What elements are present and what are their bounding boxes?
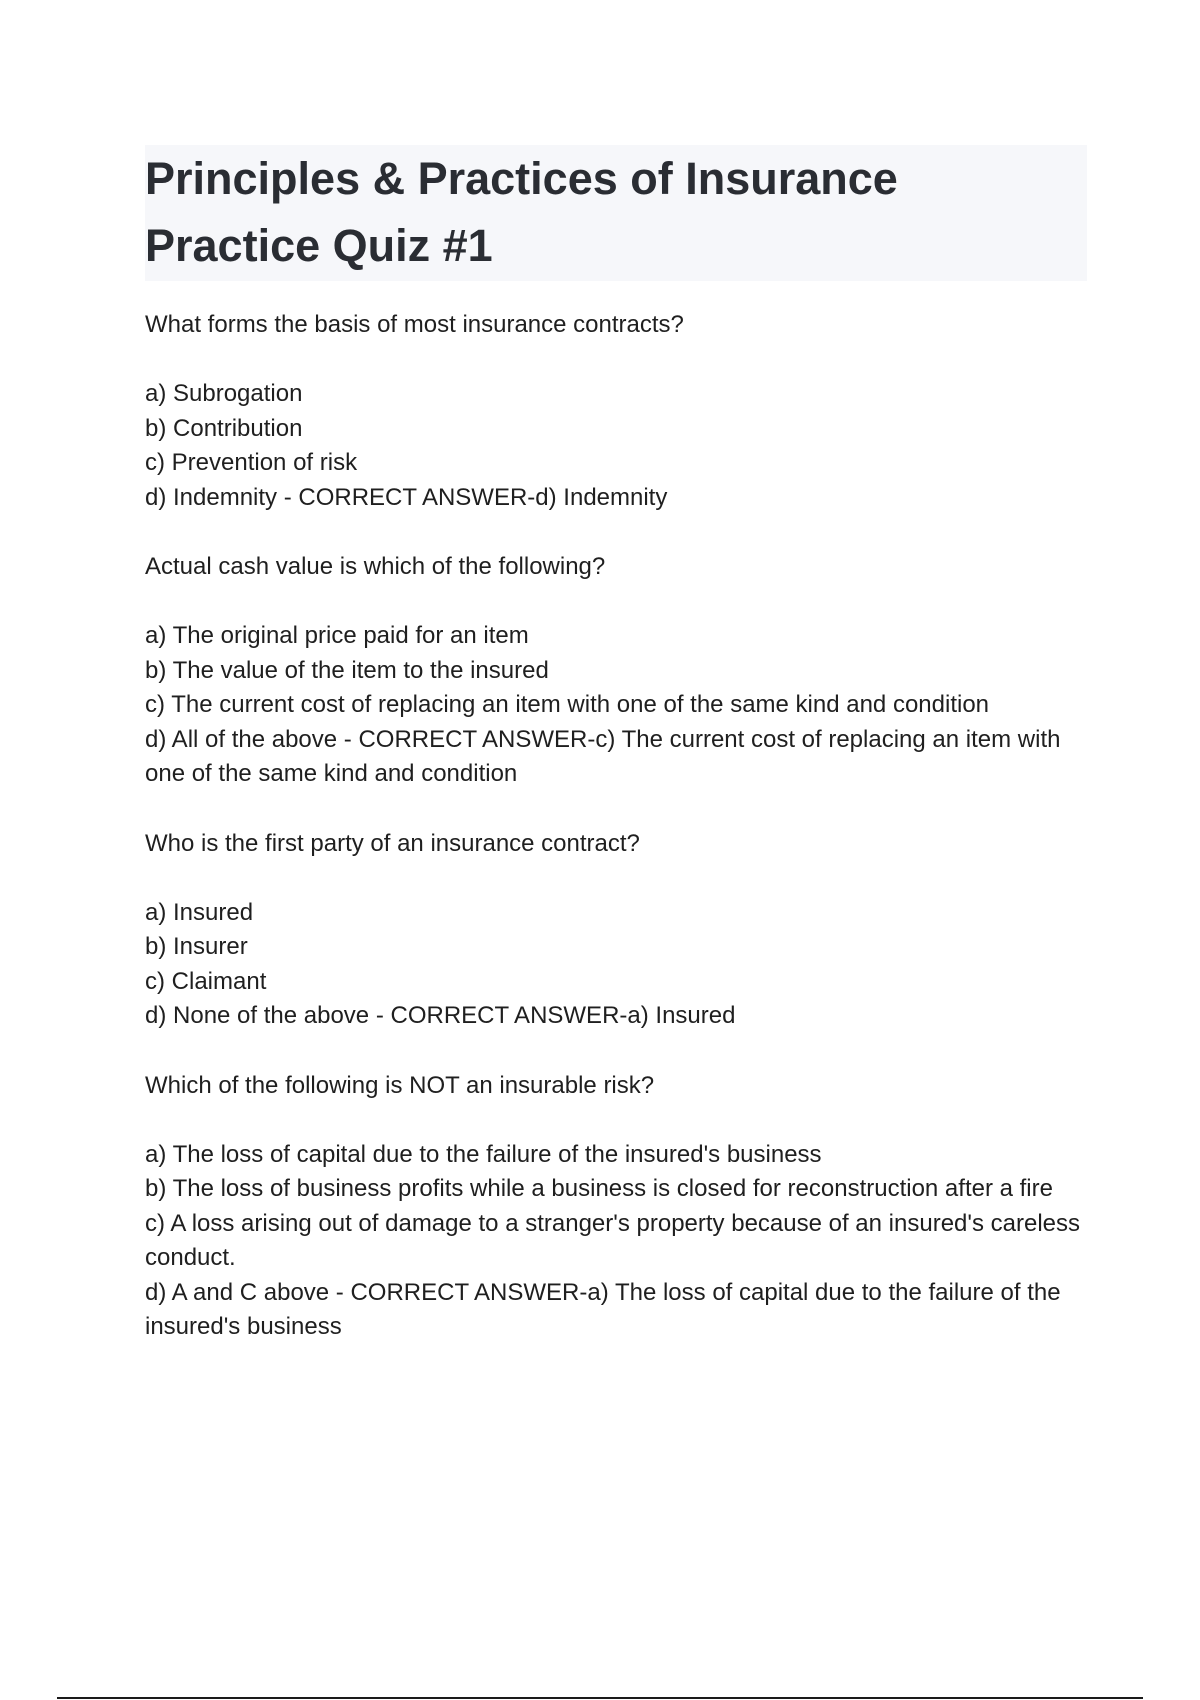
answer-option: c) Claimant [145,967,267,995]
answer-option: a) The original price paid for an item [145,622,529,649]
answer-option: d) All of the above - CORRECT ANSWER-c) The current cost of replacing an item with one of the same kind and condition [145,725,1061,787]
quiz-content [145,308,1085,1380]
question-block-3 [145,827,1085,1034]
question-text: Actual cash value is which of the following? [145,553,606,580]
title-box [145,145,1087,281]
question-block-1 [145,308,1085,515]
question-text: Which of the following is NOT an insurable risk? [145,1071,655,1099]
answer-option: b) The loss of business profits while a business is closed for reconstruction after a fire [145,1175,1053,1202]
answer-option: a) The loss of capital due to the failure of the insured's business [145,1140,822,1168]
answer-options [145,896,1085,1034]
answer-option: c) Prevention of risk [145,449,358,476]
page-title-line-2: Practice Quiz #1 [145,220,493,271]
answer-option: b) Insurer [145,933,248,960]
question-block-4 [145,1069,1085,1345]
answer-options [145,377,1085,515]
question-block-2 [145,550,1085,792]
answer-option: c) A loss arising out of damage to a stranger's property because of an insured's careless conduct. [145,1209,1081,1271]
answer-option: d) Indemnity - CORRECT ANSWER-d) Indemnity [145,483,668,511]
answer-options [145,1138,1085,1345]
answer-option: c) The current cost of replacing an item with one of the same kind and condition [145,691,990,718]
answer-option: a) Insured [145,898,254,926]
question-text: Who is the first party of an insurance contract? [145,829,640,857]
answer-option: a) Subrogation [145,380,303,407]
answer-option: d) A and C above - CORRECT ANSWER-a) The loss of capital due to the failure of the insured's business [145,1278,1061,1340]
page-title-line-1: Principles & Practices of Insurance [145,153,898,204]
answer-option: b) The value of the item to the insured [145,656,549,684]
answer-option: b) Contribution [145,414,303,442]
question-text: What forms the basis of most insurance contracts? [145,311,684,338]
footer-divider [57,1697,1143,1699]
answer-option: d) None of the above - CORRECT ANSWER-a) Insured [145,1002,736,1029]
answer-options [145,619,1085,792]
